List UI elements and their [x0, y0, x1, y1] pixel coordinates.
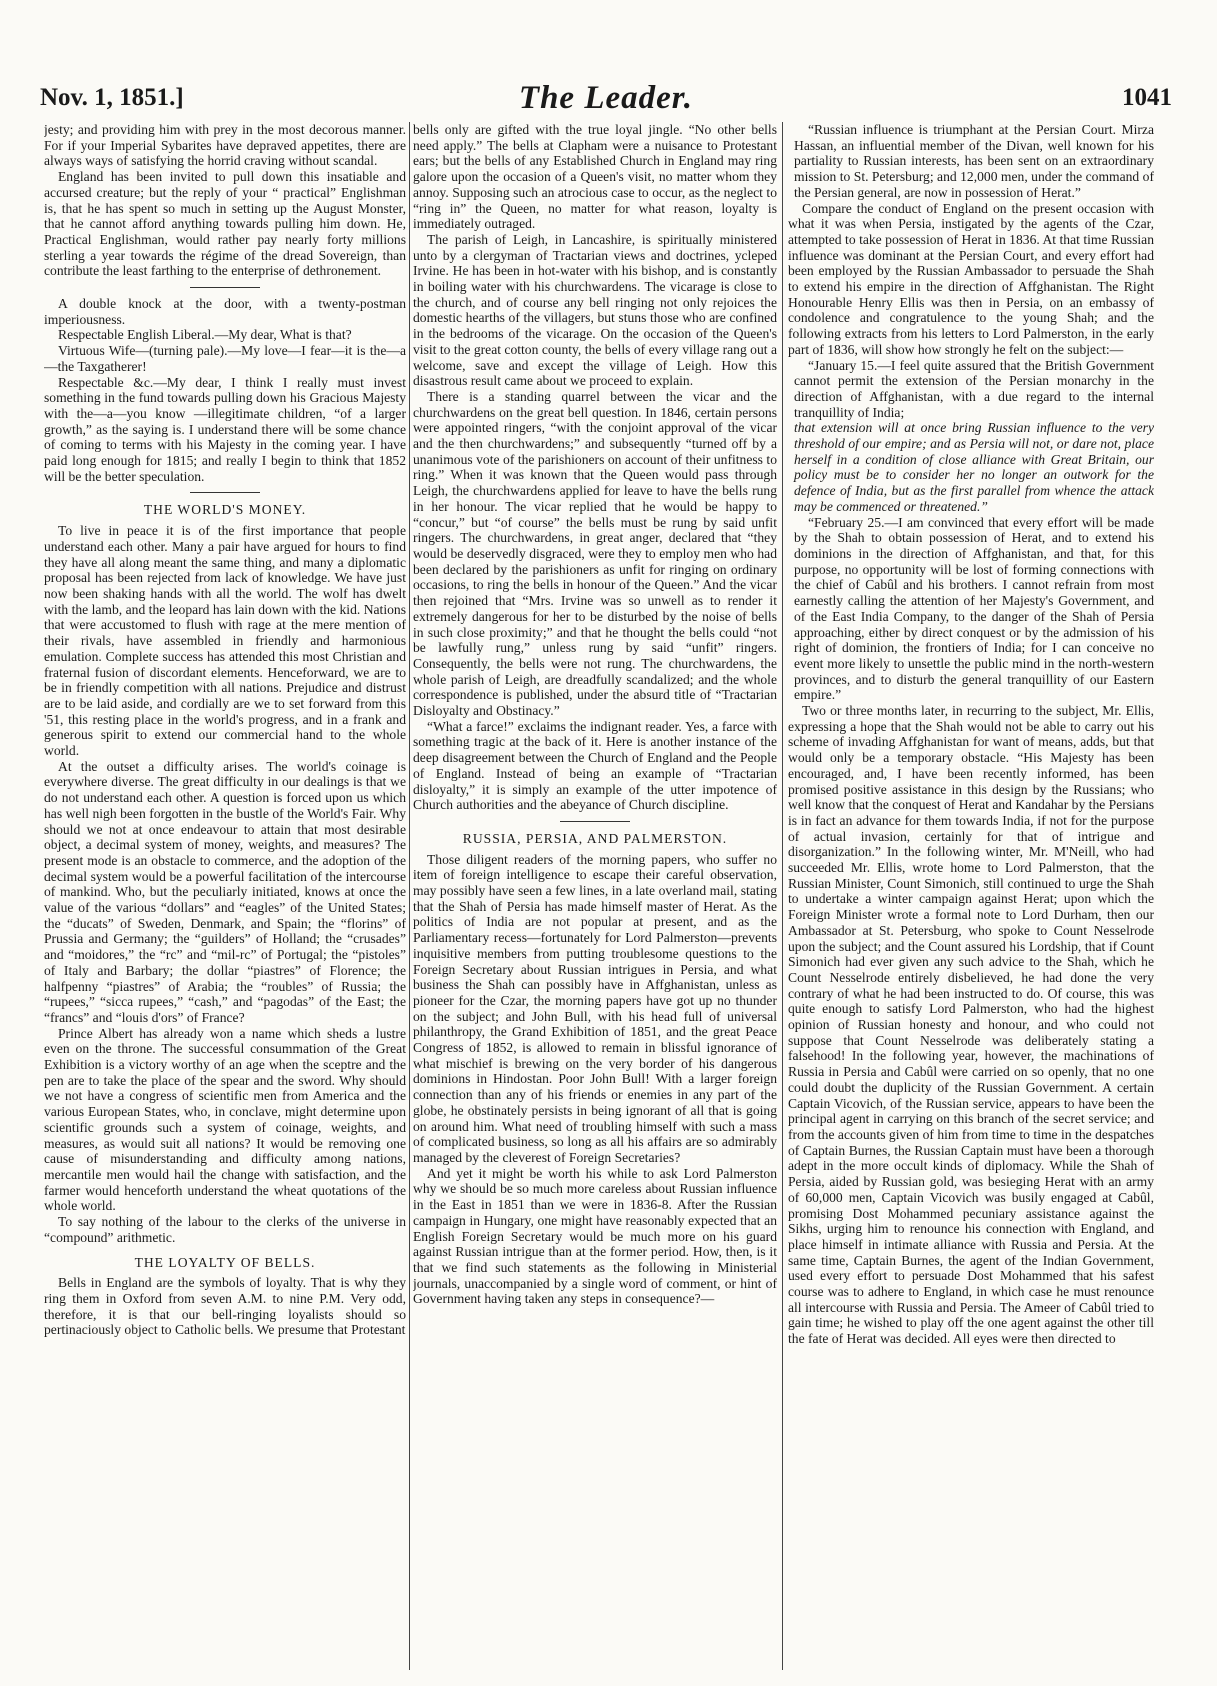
column-3 — [788, 122, 1154, 1670]
paragraph: To live in peace it is of the first importance that people understand each other. Many a pair have argued for hours to find they have all along meant the same thing, and many a diplomatic proposal has been rejected from lack of knowledge. We have just now been shaking hands with all the world. The wolf has dwelt with the lamb, and the leopard has lain down with the kid. Nations that were accustomed to flush with rage at the mere mention of their rivals, have assembled in friendly and harmonious emulation. Complete success has attended this most Christian and fraternal fusion of discordant elements. Henceforward, we are to be in friendly competition with all nations. Prejudice and distrust are to be laid aside, and cordially are we to set forward from this '51, this resting place in the world's progress, and in a frank and generous spirit to extend our commercial hand to the whole world. — [44, 523, 406, 759]
separator-rule — [190, 287, 260, 288]
section-heading: THE LOYALTY OF BELLS. — [134, 1254, 316, 1270]
paragraph: Those diligent readers of the morning papers, who suffer no item of foreign intelligence to escape their careful observation, may possibly have seen a few lines, in a late overland mail, stating that the Shah of Persia has made himself master of Herat. As the politics of India are not popular at present, and as the Parliamentary recess—fortunately for Lord Palmerston—prevents inquisitive members from putting troublesome questions to the Foreign Secretary about Russian intrigues in Persia, and what business the Shah can possibly have in Affghanistan, unless as pioneer for the Czar, the morning papers have got up no thunder on the subject; and John Bull, with his head full of universal philanthropy, the Grand Exhibition of 1851, and the great Peace Congress of 1852, is allowed to remain in blissful ignorance of what mischief is brewing on the very border of his dangerous dominions in Hindostan. Poor John Bull! With a larger foreign connection than any of his friends or enemies in any part of the globe, he obstinately persists in being ignorant of all that is going on around him. What need of troubling himself with such a mass of complicated business, so long as all his affairs are so admirably managed by the cleverest of Foreign Secretaries? — [413, 851, 777, 1165]
paragraph: Respectable &c.—My dear, I think I really must invest something in the fund towards pulling down his Gracious Majesty with the—a—you know —illegitimate children, “of a larger growth,” as the saying is. I understand there will be some chance of coming to terms with his Majesty in the coming year. I have paid long enough for 1815; and really I begin to think that 1852 will be the better speculation. — [44, 374, 406, 484]
paragraph: Prince Albert has already won a name which sheds a lustre even on the throne. The successful consummation of the Great Exhibition is a victory worthy of an age when the sceptre and the pen are to take the place of the spear and the sword. Why should we not have a congress of scientific men from America and the various European States, who, in conclave, might determine upon scientific grounds such a system of coinage, weights, and measures, as would suit all nations? It would be removing one cause of misunderstanding and difficulty among nations, mercantile men would hail the change with satisfaction, and the farmer would henceforth understand the wheat quotations of the whole world. — [44, 1025, 406, 1214]
column-divider — [409, 122, 410, 1670]
paragraph: And yet it might be worth his while to ask Lord Palmerston why we should be so much more careless about Russian influence in the East in 1851 than we were in 1836-8. After the Russian campaign in Hungary, one might have reasonably expected that an English Foreign Secretary would be much more on his guard against Russian intrigue than at the former period. How, then, is it that we find such statements as the following in Ministerial journals, unaccompanied by a single word of comment, or hint of Government having taken any steps in consequence?— — [413, 1165, 777, 1307]
section-heading: RUSSIA, PERSIA, AND PALMERSTON. — [462, 830, 728, 846]
paragraph: bells only are gifted with the true loyal jingle. “No other bells need apply.” The bells at Clapham were a nuisance to Protestant ears; but the bells of any Established Church in England may ring galore upon the occasion of a Queen's visit, no matter whom they annoy. Supposing such an atrocious case to occur, as the neglect to “ring in” the Queen, no matter for what reason, loyalty is immediately outraged. — [413, 122, 777, 232]
page-header — [40, 80, 1172, 122]
column-1 — [44, 122, 406, 1670]
column-divider — [782, 122, 783, 1670]
quoted-paragraph: “February 25.—I am convinced that every effort will be made by the Shah to obtain possession of Herat, and to extend his dominions in the direction of Affghanistan, and that, for this purpose, no opportunity will be lost of forming connections with the chief of Cabûl and his brothers. I cannot refrain from most earnestly calling the attention of her Majesty's Government, and of the East India Company, to the danger of the Shah of Persia approaching, either by direct conquest or by the admission of his right of dominion, the frontiers of India; for I can conceive no event more likely to unsettle the public mind in the north-western provinces, and to disturb the general tranquillity of our Eastern empire.” — [794, 514, 1154, 703]
separator-rule — [190, 492, 260, 493]
quoted-paragraph: “Russian influence is triumphant at the Persian Court. Mirza Hassan, an influential member of the Divan, well known for his partiality to Russian interests, has been sent on an extraordinary mission to St. Petersburg; and 12,000 men, under the command of the Persian general, are now in possession of Herat.” — [794, 122, 1154, 200]
paragraph: “What a farce!” exclaims the indignant reader. Yes, a farce with something tragic at the back of it. Here is another instance of the deep disagreement between the Church of England and the People of England. Instead of being an example of “Tractarian disloyalty,” it is simply an example of the utter impotence of Church authorities and the abeyance of Church discipline. — [413, 718, 777, 813]
quoted-paragraph-italic: that extension will at once bring Russian influence to the very threshold of our empire; and as Persia will not, or dare not, place herself in a condition of close alliance with Great Britain, our policy must be to consider her no longer an outwork for the defence of India, but as the first parallel from whence the attack may be commenced or threatened.” — [794, 420, 1154, 514]
paragraph: Bells in England are the symbols of loyalty. That is why they ring them in Oxford from seven A.M. to nine P.M. Very odd, therefore, it is that our bell-ringing loyalists should so pertinaciously object to Catholic bells. We presume that Protestant — [44, 1275, 406, 1338]
column-2 — [413, 122, 777, 1670]
separator-rule — [560, 821, 630, 822]
paragraph: jesty; and providing him with prey in the most decorous manner. For if your Imperial Sybarites have depraved appetites, there are always ways of satisfying the horrid craving without scandal. — [44, 122, 406, 169]
paragraph: There is a standing quarrel between the vicar and the churchwardens on the great bell question. In 1846, certain persons were appointed ringers, “with the conjoint approval of the vicar and the then churchwardens;” and subsequently “turned off by a unanimous vote of the parishioners on account of their unfitness to ring.” When it was known that the Queen would pass through Leigh, the churchwardens applied for leave to have the bells rung in her honour. The vicar replied that he would be happy to “concur,” but “of course” the bells must be rung by said unfit ringers. The churchwardens, in great anger, declared that “they would be deservedly disgraced, were they to employ men who had been declared by the parishioners as unfit for ringing on ordinary occasions, to ring the bells in honour of the Queen.” And the vicar then rejoined that “Mrs. Irvine was so unwell as to render it extremely dangerous for her to be disturbed by the noise of bells in such close proximity;” and that he thought the bells could “not be lawfully rung,” unless rung by said “unfit” ringers. Consequently, the bells were not rung. The churchwardens, the whole parish of Leigh, are dreadfully scandalized; and the whole correspondence is published, under the absurd title of “Tractarian Disloyalty and Obstinacy.” — [413, 388, 777, 719]
issue-date: Nov. 1, 1851.] — [40, 84, 184, 111]
paragraph: A double knock at the door, with a twenty-postman imperiousness. — [44, 296, 406, 327]
paragraph: Virtuous Wife—(turning pale).—My love—I fear—it is the—a—the Taxgatherer! — [44, 343, 406, 374]
paragraph: Respectable English Liberal.—My dear, What is that? — [58, 327, 352, 343]
quoted-paragraph: “January 15.—I feel quite assured that the British Government cannot permit the extension of the Persian monarchy in the direction of Affghanistan, with a due regard to the internal tranquillity of India; — [794, 357, 1154, 420]
masthead-title: The Leader. — [518, 80, 694, 116]
paragraph: To say nothing of the labour to the clerks of the universe in “compound” arithmetic. — [44, 1214, 406, 1245]
page-number: 1041 — [1122, 84, 1172, 111]
paragraph: Two or three months later, in recurring to the subject, Mr. Ellis, expressing a hope that the Shah would not be able to carry out his scheme of invading Affghanistan for want of means, adds, but that would only be a temporary obstacle. “His Majesty has been encouraged, and, I have been recently informed, has been promised positive assistance in this design by the Russians; who well know that the conquest of Herat and Kandahar by the Persians is in fact an advance for them towards India, if not for the purpose of actual invasion, certainly for that of intrigue and disorganization.” In the following winter, Mr. M'Neill, who had succeeded Mr. Ellis, wrote home to Lord Palmerston, that the Russian Minister, Count Simonich, still continued to urge the Shah to undertake a winter campaign against Herat; upon which the Foreign Minister wrote a formal note to Lord Durham, then our Ambassador at St. Petersburg, who spoke to Count Nesselrode upon the subject; and the Count assured his Lordship, that if Count Simonich had ever given any such advice to the Shah, which he Count Nesselrode entirely disbelieved, he had done the very contrary of what he had been instructed to do. Of course, this was quite enough to satisfy Lord Palmerston, who had the highest opinion of Russian honesty and honour, and who could not suppose that Count Nesselrode was deliberately stating a falsehood! In the following year, however, the machinations of Russia in Persia and Cabûl were carried on so openly, that no one could doubt the duplicity of the Russian Government. A certain Captain Vicovich, of the Russian service, appears to have been the principal agent in carrying on this branch of the secret service; and from the accounts given of him from time to time in the despatches of Captain Burnes, the Russian Captain must have been a thorough adept in the more occult kinds of diplomacy. While the Shah of Persia, aided by Russian gold, was besieging Herat with an army of 60,000 men, Captain Vicovich was busily engaged at Cabûl, promising Dost Mohammed pecuniary assistance against the Sikhs, urging him to renounce his connection with England, and place himself in intimate alliance with Russia and Persia. At the same time, Captain Burnes, the agent of the Indian Government, used every effort to persuade Dost Mohammed that his safest course was to adhere to England, in which case he must renounce all intercourse with Russia and Persia. The Ameer of Cabûl tried to gain time; he wished to play off the one agent against the other till the fate of Herat was decided. All eyes were then directed to — [788, 703, 1154, 1347]
paragraph: Compare the conduct of England on the present occasion with what it was when Persia, instigated by the agents of the Czar, attempted to take possession of Herat in 1836. At that time Russian influence was dominant at the Persian Court, and every effort had been employed by the Russian Ambassador to persuade the Shah to extend his empire in the direction of Affghanistan. The Right Honourable Henry Ellis was then in Persia, on an embassy of condolence and congratulence to the young Shah; and the following extracts from his letters to Lord Palmerston, in the early part of 1836, will show how strongly he felt on the subject:— — [788, 200, 1154, 357]
paragraph: At the outset a difficulty arises. The world's coinage is everywhere diverse. The great difficulty in our dealings is that we do not understand each other. A question is forced upon us which has well nigh been forgotten in the bustle of the World's Fair. Why should we not at once endeavour to attain that most desirable object, a decimal system of money, weights, and measures? The present mode is an obstacle to commerce, and the adoption of the decimal system would be a powerful facilitation of the intercourse of mankind. Who, but the peculiarly initiated, knows at once the value of the various “dollars” and “eagles” of the United States; the “ducats” of Sweden, Denmark, and Spain; the “florins” of Prussia and Germany; the “guilders” of Holland; the “crusades” and “moidores,” the “rc” and “mil-rc” of Portugal; the “pistoles” of Italy and Barbary; the dollar “piastres” of Florence; the halfpenny “piastres” of Arabia; the “roubles” of Russia; the “rupees,” “sicca rupees,” “cash,” and “pagodas” of the East; the “francs” and “louis d'ors” of France? — [44, 758, 406, 1025]
paragraph: England has been invited to pull down this insatiable and accursed creature; but the reply of your “ practical” Englishman is, that he has spent so much in setting up the August Monster, that he cannot afford anything towards pulling him down. He, Practical Englishman, would rather pay nearly forty millions sterling a year towards the régime of the dread Sovereign, than contribute the least farthing to the enterprise of dethronement. — [44, 169, 406, 279]
paragraph: The parish of Leigh, in Lancashire, is spiritually ministered unto by a clergyman of Tractarian views and doctrines, ycleped Irvine. He has been in hot-water with his bishop, and is constantly in boiling water with his churchwardens. The vicarage is close to the church, and of course any bell ringing not only rejoices the domestic hearths of the villagers, but stuns those who are confined in the bedrooms of the vicarage. On the occasion of the Queen's visit to the great cotton county, the bells of every village rang out a welcome, save and except the village of Leigh. How this disastrous result came about we proceed to explain. — [413, 231, 777, 389]
section-heading: THE WORLD'S MONEY. — [143, 502, 307, 518]
